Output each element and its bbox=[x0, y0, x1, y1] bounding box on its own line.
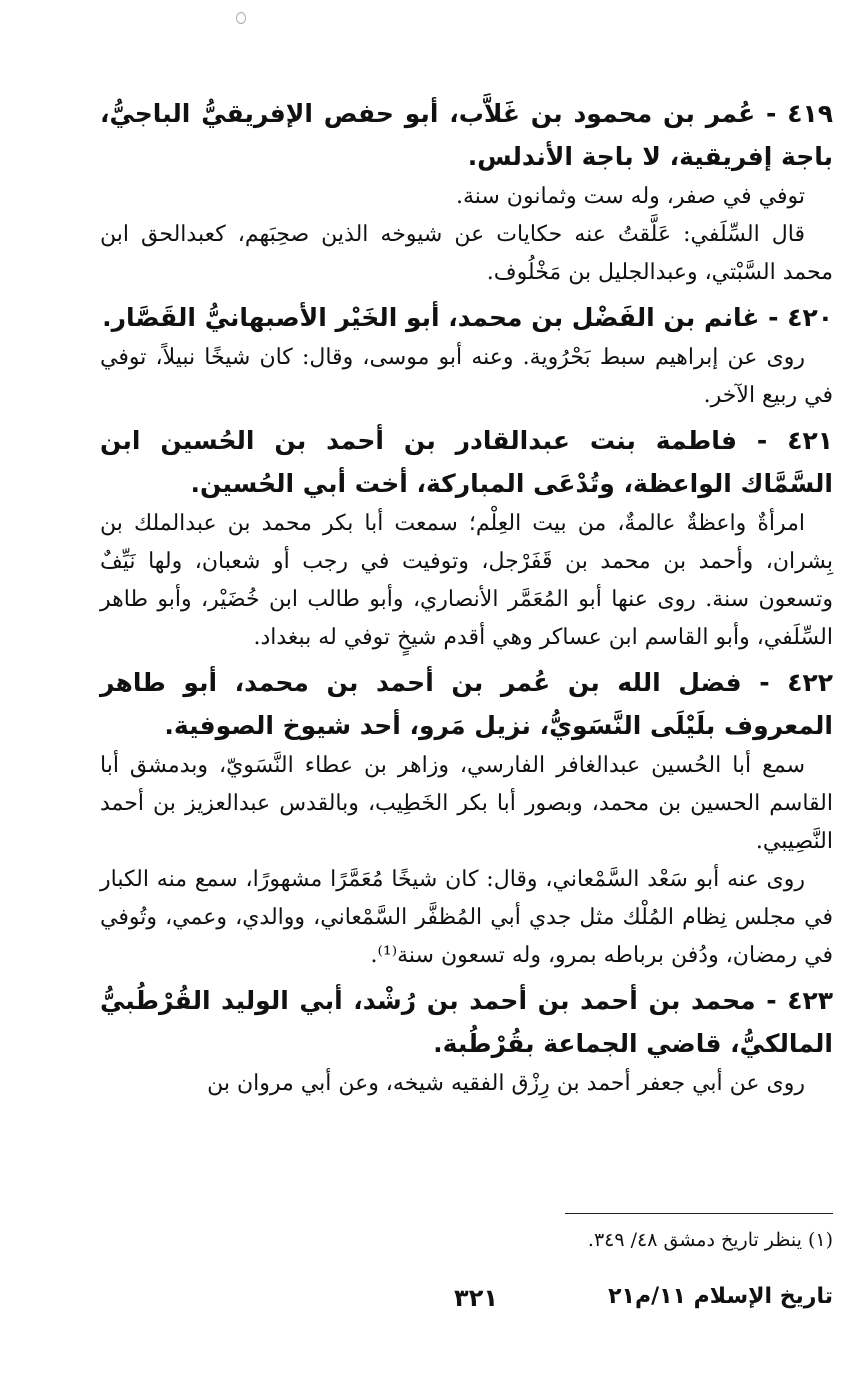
entry-paragraph: روى عن إبراهيم سبط بَحْرُوية. وعنه أبو موسى، وقال: كان شيخًا نبيلاً، توفي في ربيع الآخر. bbox=[100, 345, 833, 408]
page-footer bbox=[100, 1280, 833, 1320]
entry-heading: ٤٢١ - فاطمة بنت عبدالقادر بن أحمد بن الحُسين ابن السَّمَّاك الواعظة، وتُدْعَى المباركة، أخت أبي الحُسين. bbox=[100, 426, 833, 498]
entry-paragraph: توفي في صفر، وله ست وثمانون سنة. bbox=[455, 184, 805, 209]
entry-text bbox=[100, 1065, 833, 1103]
page-number: ٣٢١ bbox=[454, 1284, 498, 1312]
paper-speck bbox=[236, 12, 246, 24]
entry-paragraph: روى عن أبي جعفر أحمد بن رِزْق الفقيه شيخه، وعن أبي مروان بن bbox=[207, 1071, 805, 1096]
page-body bbox=[100, 92, 833, 1107]
entry-heading: ٤٢٠ - غانم بن الفَضْل بن محمد، أبو الخَيْر الأصبهانيُّ القَصَّار. bbox=[102, 303, 833, 332]
entry-420 bbox=[100, 296, 833, 415]
entry-423 bbox=[100, 979, 833, 1103]
entry-text bbox=[100, 339, 833, 415]
entry-422 bbox=[100, 661, 833, 975]
entry-heading: ٤٢٢ - فضل الله بن عُمر بن أحمد بن محمد، أبو طاهر المعروف بلَيْلَى النَّسَويُّ، نزيل مَرو، أحد شيوخ الصوفية. bbox=[100, 668, 833, 740]
series-signature: تاريخ الإسلام ١١/م٢١ bbox=[608, 1284, 833, 1309]
entry-paragraph: روى عنه أبو سَعْد السَّمْعاني، وقال: كان شيخًا مُعَمَّرًا مشهورًا، سمع منه الكبار في مجلس نِظام المُلْك مثل جدي أبي المُظفَّر السَّمْعاني، ووالدي، وعمي، وتُوفي في رمضان، ودُفن برباطه بمرو، وله تسعون سنة⁽¹⁾. bbox=[100, 867, 833, 968]
entry-paragraph: سمع أبا الحُسين عبدالغافر الفارسي، وزاهر بن عطاء النَّسَويّ، وبدمشق أبا القاسم الحسين بن محمد، وبصور أبا بكر الخَطِيب، وبالقدس عبدالعزيز بن أحمد النَّصِيبي. bbox=[100, 753, 833, 854]
footnote-divider bbox=[565, 1213, 833, 1214]
entry-heading: ٤٢٣ - محمد بن أحمد بن أحمد بن رُشْد، أبي الوليد القُرْطُبيُّ المالكيُّ، قاضي الجماعة بقُرْطُبة. bbox=[100, 986, 833, 1058]
footnote: (١) ينظر تاريخ دمشق ٤٨/ ٣٤٩. bbox=[587, 1229, 833, 1251]
entry-421 bbox=[100, 419, 833, 657]
entry-paragraph: امرأةٌ واعظةٌ عالمةٌ، من بيت العِلْم؛ سمعت أبا بكر محمد بن عبدالملك بن بِشران، وأحمد بن محمد بن قَفَرْجل، وتوفيت في رجب أو شعبان، ولها نَيِّفٌ وتسعون سنة. روى عنها أبو المُعَمَّر الأنصاري، وأبو طالب ابن خُضَيْر، وأبو طاهر السِّلَفي، وأبو القاسم ابن عساكر وهي أقدم شيخٍ توفي له ببغداد. bbox=[100, 511, 833, 650]
entry-text bbox=[100, 178, 833, 292]
entry-heading: ٤١٩ - عُمر بن محمود بن غَلاَّب، أبو حفص الإفريقيُّ الباجيُّ، باجة إفريقية، لا باجة الأندلس. bbox=[100, 99, 833, 171]
entry-419 bbox=[100, 92, 833, 292]
entry-text bbox=[100, 505, 833, 657]
entry-paragraph: قال السِّلَفي: عَلَّقتُ عنه حكايات عن شيوخه الذين صحِبَهم، كعبدالحق ابن محمد السَّبْتي، وعبدالجليل بن مَخْلُوف. bbox=[100, 222, 833, 285]
entry-text bbox=[100, 747, 833, 975]
